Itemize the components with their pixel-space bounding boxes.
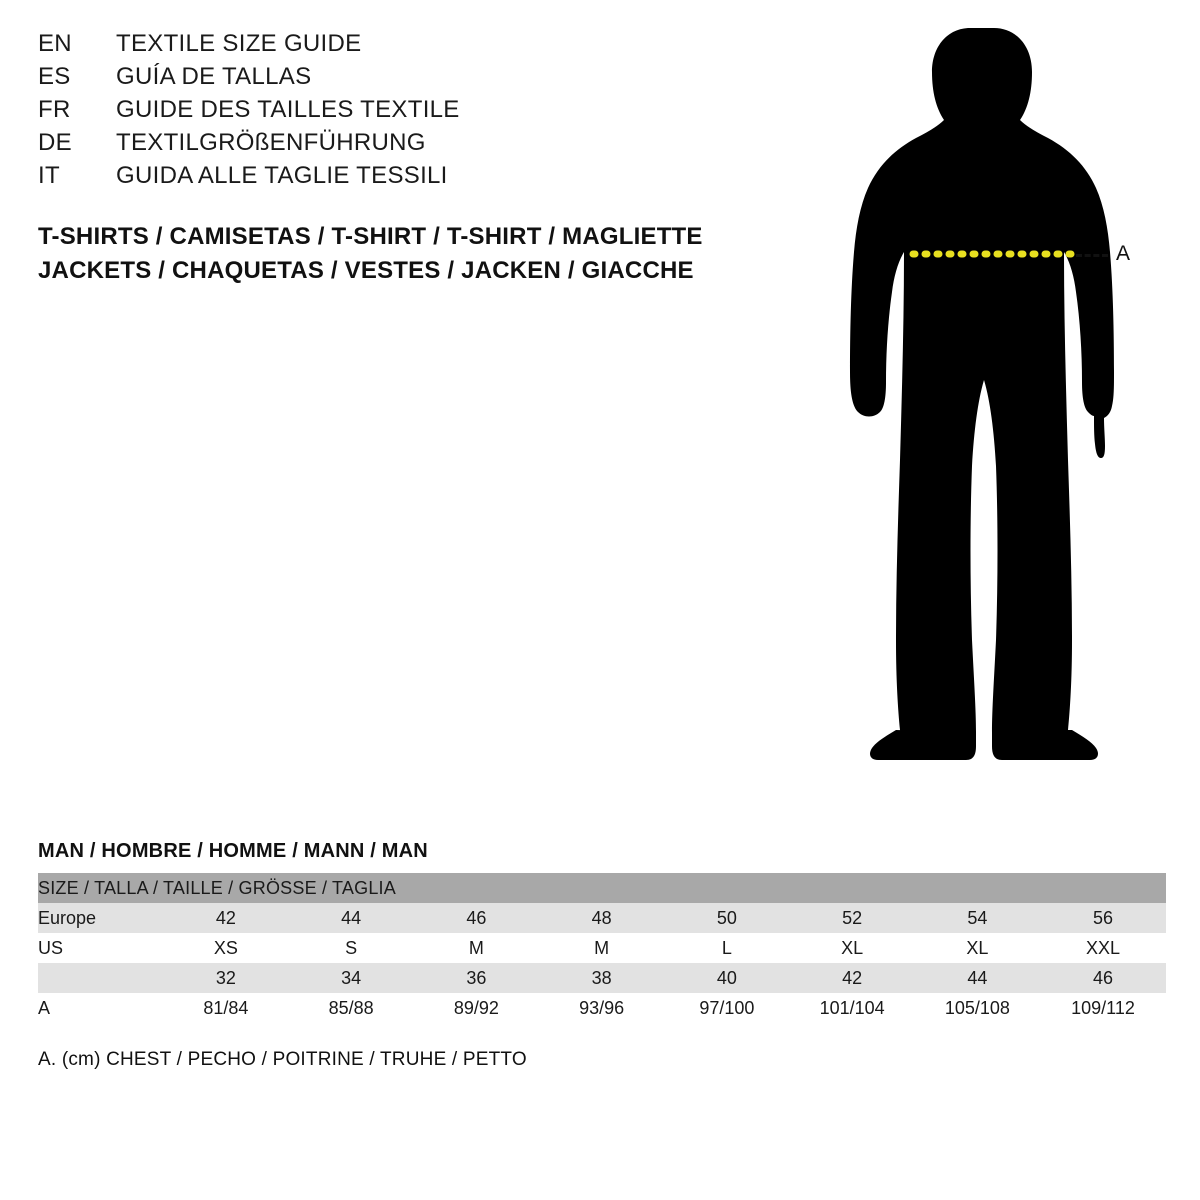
language-row-it <box>38 162 758 195</box>
table-footnote: A. (cm) CHEST / PECHO / POITRINE / TRUHE / PETTO <box>38 1049 527 1070</box>
table-cell: 89/92 <box>414 993 539 1023</box>
row-label <box>38 963 163 993</box>
table-cell: 85/88 <box>289 993 414 1023</box>
row-label: Europe <box>38 903 163 933</box>
language-row-es <box>38 63 758 96</box>
table-cell: XL <box>790 933 915 963</box>
table-cell: 56 <box>1040 903 1166 933</box>
table-cell: 42 <box>163 903 288 933</box>
garment-line-tshirts: T-SHIRTS / CAMISETAS / T-SHIRT / T-SHIRT / MAGLIETTE <box>38 223 703 250</box>
language-row-de <box>38 129 758 162</box>
table-cell: 109/112 <box>1040 993 1166 1023</box>
table-header-row <box>38 873 1166 903</box>
table-cell: M <box>414 933 539 963</box>
table-cell: L <box>664 933 789 963</box>
table-cell: 44 <box>289 903 414 933</box>
language-list <box>38 30 758 195</box>
table-row <box>38 933 1166 963</box>
language-code: ES <box>38 63 71 90</box>
table-header-label: SIZE / TALLA / TAILLE / GRÖSSE / TAGLIA <box>38 873 1166 903</box>
row-label: A <box>38 993 163 1023</box>
table-cell: XXL <box>1040 933 1166 963</box>
row-label: US <box>38 933 163 963</box>
garment-type-list <box>38 220 703 288</box>
language-title: GUIDA ALLE TAGLIE TESSILI <box>116 162 448 189</box>
measure-leader-line <box>1076 254 1108 257</box>
table-cell: 48 <box>539 903 664 933</box>
language-row-en <box>38 30 758 63</box>
table-row <box>38 963 1166 993</box>
body-silhouette-figure <box>820 20 1180 790</box>
table-cell: 36 <box>414 963 539 993</box>
table-cell: 54 <box>915 903 1040 933</box>
table-row <box>38 993 1166 1023</box>
table-cell: 97/100 <box>664 993 789 1023</box>
language-code: DE <box>38 129 72 156</box>
table-cell: 46 <box>1040 963 1166 993</box>
table-cell: 105/108 <box>915 993 1040 1023</box>
language-title: GUÍA DE TALLAS <box>116 63 312 90</box>
size-table <box>38 873 1166 1023</box>
language-code: EN <box>38 30 72 57</box>
table-cell: S <box>289 933 414 963</box>
table-cell: 38 <box>539 963 664 993</box>
table-cell: 42 <box>790 963 915 993</box>
table-row <box>38 903 1166 933</box>
table-cell: 93/96 <box>539 993 664 1023</box>
table-cell: 52 <box>790 903 915 933</box>
table-cell: 101/104 <box>790 993 915 1023</box>
table-cell: 81/84 <box>163 993 288 1023</box>
table-cell: XS <box>163 933 288 963</box>
table-cell: 34 <box>289 963 414 993</box>
measure-label-a: A <box>1116 242 1131 265</box>
language-code: IT <box>38 162 60 189</box>
table-cell: 32 <box>163 963 288 993</box>
male-silhouette-icon <box>820 20 1180 790</box>
language-code: FR <box>38 96 71 123</box>
language-title: GUIDE DES TAILLES TEXTILE <box>116 96 460 123</box>
garment-line-jackets: JACKETS / CHAQUETAS / VESTES / JACKEN / GIACCHE <box>38 257 694 284</box>
table-cell: 40 <box>664 963 789 993</box>
table-cell: M <box>539 933 664 963</box>
language-title: TEXTILE SIZE GUIDE <box>116 30 362 57</box>
table-cell: 44 <box>915 963 1040 993</box>
language-row-fr <box>38 96 758 129</box>
table-cell: XL <box>915 933 1040 963</box>
table-cell: 50 <box>664 903 789 933</box>
table-title: MAN / HOMBRE / HOMME / MANN / MAN <box>38 840 428 862</box>
language-title: TEXTILGRÖßENFÜHRUNG <box>116 129 426 156</box>
size-table-section <box>38 840 1168 1071</box>
table-cell: 46 <box>414 903 539 933</box>
